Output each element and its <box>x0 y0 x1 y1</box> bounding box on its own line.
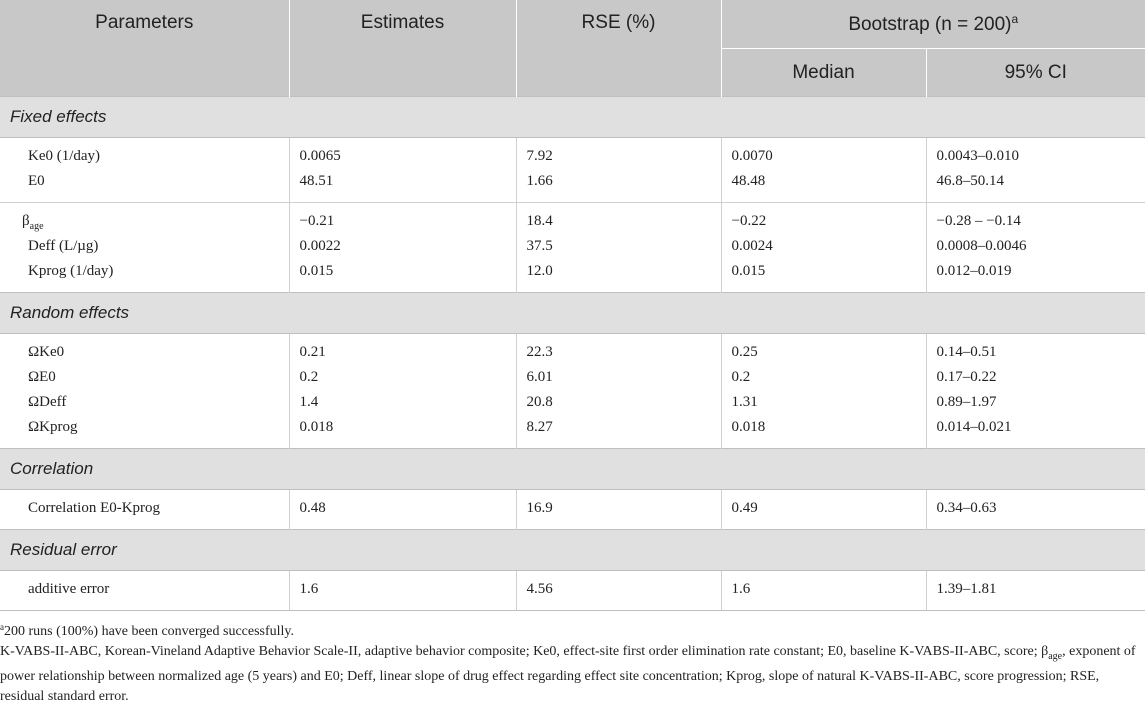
table-row-group <box>0 203 1145 293</box>
ci-value: 46.8–50.14 <box>937 169 1145 194</box>
table-row <box>0 571 1145 611</box>
ci-value: 0.17–0.22 <box>937 365 1145 390</box>
rse-value: 7.92 <box>527 144 721 169</box>
section-residual-error: Residual error <box>0 530 1145 571</box>
param-label: Kprog (1/day) <box>0 259 289 284</box>
ci-value: 0.34–0.63 <box>937 496 1145 521</box>
ci-value: 0.89–1.97 <box>937 390 1145 415</box>
rse-value: 4.56 <box>527 577 721 602</box>
abbreviations-note <box>0 642 1145 707</box>
abbrev-subscript: age <box>1048 651 1062 662</box>
abbrev-part2: , exponent of power relationship between normalized age (5 years) and E0; Deff, linear slope of drug effect regarding effect site concentration; Kprog, slope of natural K-VABS-II-ABC, score progression; RSE, residual standard error. <box>0 644 1136 704</box>
median-value: 0.0070 <box>732 144 926 169</box>
param-label: additive error <box>0 577 289 602</box>
section-fixed-effects: Fixed effects <box>0 97 1145 138</box>
estimate-value: 48.51 <box>300 169 516 194</box>
estimate-value: 0.0022 <box>300 234 516 259</box>
header-bootstrap-label: Bootstrap (n = 200) <box>848 14 1011 35</box>
header-estimates: Estimates <box>289 0 516 97</box>
rse-value: 12.0 <box>527 259 721 284</box>
header-ci: 95% CI <box>926 49 1145 97</box>
table-row <box>0 490 1145 530</box>
ci-value: 0.012–0.019 <box>937 259 1145 284</box>
estimate-value: 0.015 <box>300 259 516 284</box>
param-label: ΩDeff <box>0 390 289 415</box>
footnote-text: 200 runs (100%) have been converged successfully. <box>4 624 294 639</box>
rse-value: 22.3 <box>527 340 721 365</box>
estimate-value: 0.018 <box>300 415 516 440</box>
rse-value: 8.27 <box>527 415 721 440</box>
estimate-value: 0.21 <box>300 340 516 365</box>
header-bootstrap <box>721 0 1145 49</box>
estimate-value: −0.21 <box>300 209 516 234</box>
table-footnotes <box>0 611 1145 707</box>
median-value: 0.25 <box>732 340 926 365</box>
footnote-mark: a <box>0 622 4 632</box>
median-value: 0.2 <box>732 365 926 390</box>
beta-subscript: age <box>30 221 44 232</box>
header-median: Median <box>721 49 926 97</box>
ci-value: 0.014–0.021 <box>937 415 1145 440</box>
footnote-a <box>0 617 1145 642</box>
abbrev-part1: K-VABS-II-ABC, Korean-Vineland Adaptive Behavior Scale-II, adaptive behavior composite; Ke0, effect-site first order elimination rate constant; E0, baseline K-VABS-II-ABC, score; β <box>0 644 1048 659</box>
median-value: 1.31 <box>732 390 926 415</box>
beta-symbol: β <box>22 213 30 229</box>
median-value: 0.015 <box>732 259 926 284</box>
ci-value: 0.0008–0.0046 <box>937 234 1145 259</box>
median-value: 1.6 <box>732 577 926 602</box>
ci-value: 0.0043–0.010 <box>937 144 1145 169</box>
param-label: ΩE0 <box>0 365 289 390</box>
table-row-group <box>0 334 1145 449</box>
estimate-value: 0.2 <box>300 365 516 390</box>
estimate-value: 1.6 <box>300 577 516 602</box>
rse-value: 37.5 <box>527 234 721 259</box>
footnote-mark-a: a <box>1012 12 1019 26</box>
median-value: 48.48 <box>732 169 926 194</box>
median-value: 0.49 <box>732 496 926 521</box>
rse-value: 20.8 <box>527 390 721 415</box>
rse-value: 1.66 <box>527 169 721 194</box>
rse-value: 18.4 <box>527 209 721 234</box>
rse-value: 6.01 <box>527 365 721 390</box>
estimate-value: 1.4 <box>300 390 516 415</box>
param-label: Ke0 (1/day) <box>0 144 289 169</box>
median-value: 0.0024 <box>732 234 926 259</box>
median-value: −0.22 <box>732 209 926 234</box>
header-rse: RSE (%) <box>516 0 721 97</box>
param-label: ΩKe0 <box>0 340 289 365</box>
section-random-effects: Random effects <box>0 293 1145 334</box>
header-parameters: Parameters <box>0 0 289 97</box>
table-row-group <box>0 138 1145 203</box>
estimate-value: 0.0065 <box>300 144 516 169</box>
section-correlation: Correlation <box>0 449 1145 490</box>
ci-value: 1.39–1.81 <box>937 577 1145 602</box>
ci-value: −0.28 – −0.14 <box>937 209 1145 234</box>
median-value: 0.018 <box>732 415 926 440</box>
param-label: Correlation E0-Kprog <box>0 496 289 521</box>
param-label: E0 <box>0 169 289 194</box>
ci-value: 0.14–0.51 <box>937 340 1145 365</box>
rse-value: 16.9 <box>527 496 721 521</box>
estimate-value: 0.48 <box>300 496 516 521</box>
param-label-beta <box>0 209 289 234</box>
param-label: ΩKprog <box>0 415 289 440</box>
param-label: Deff (L/µg) <box>0 234 289 259</box>
